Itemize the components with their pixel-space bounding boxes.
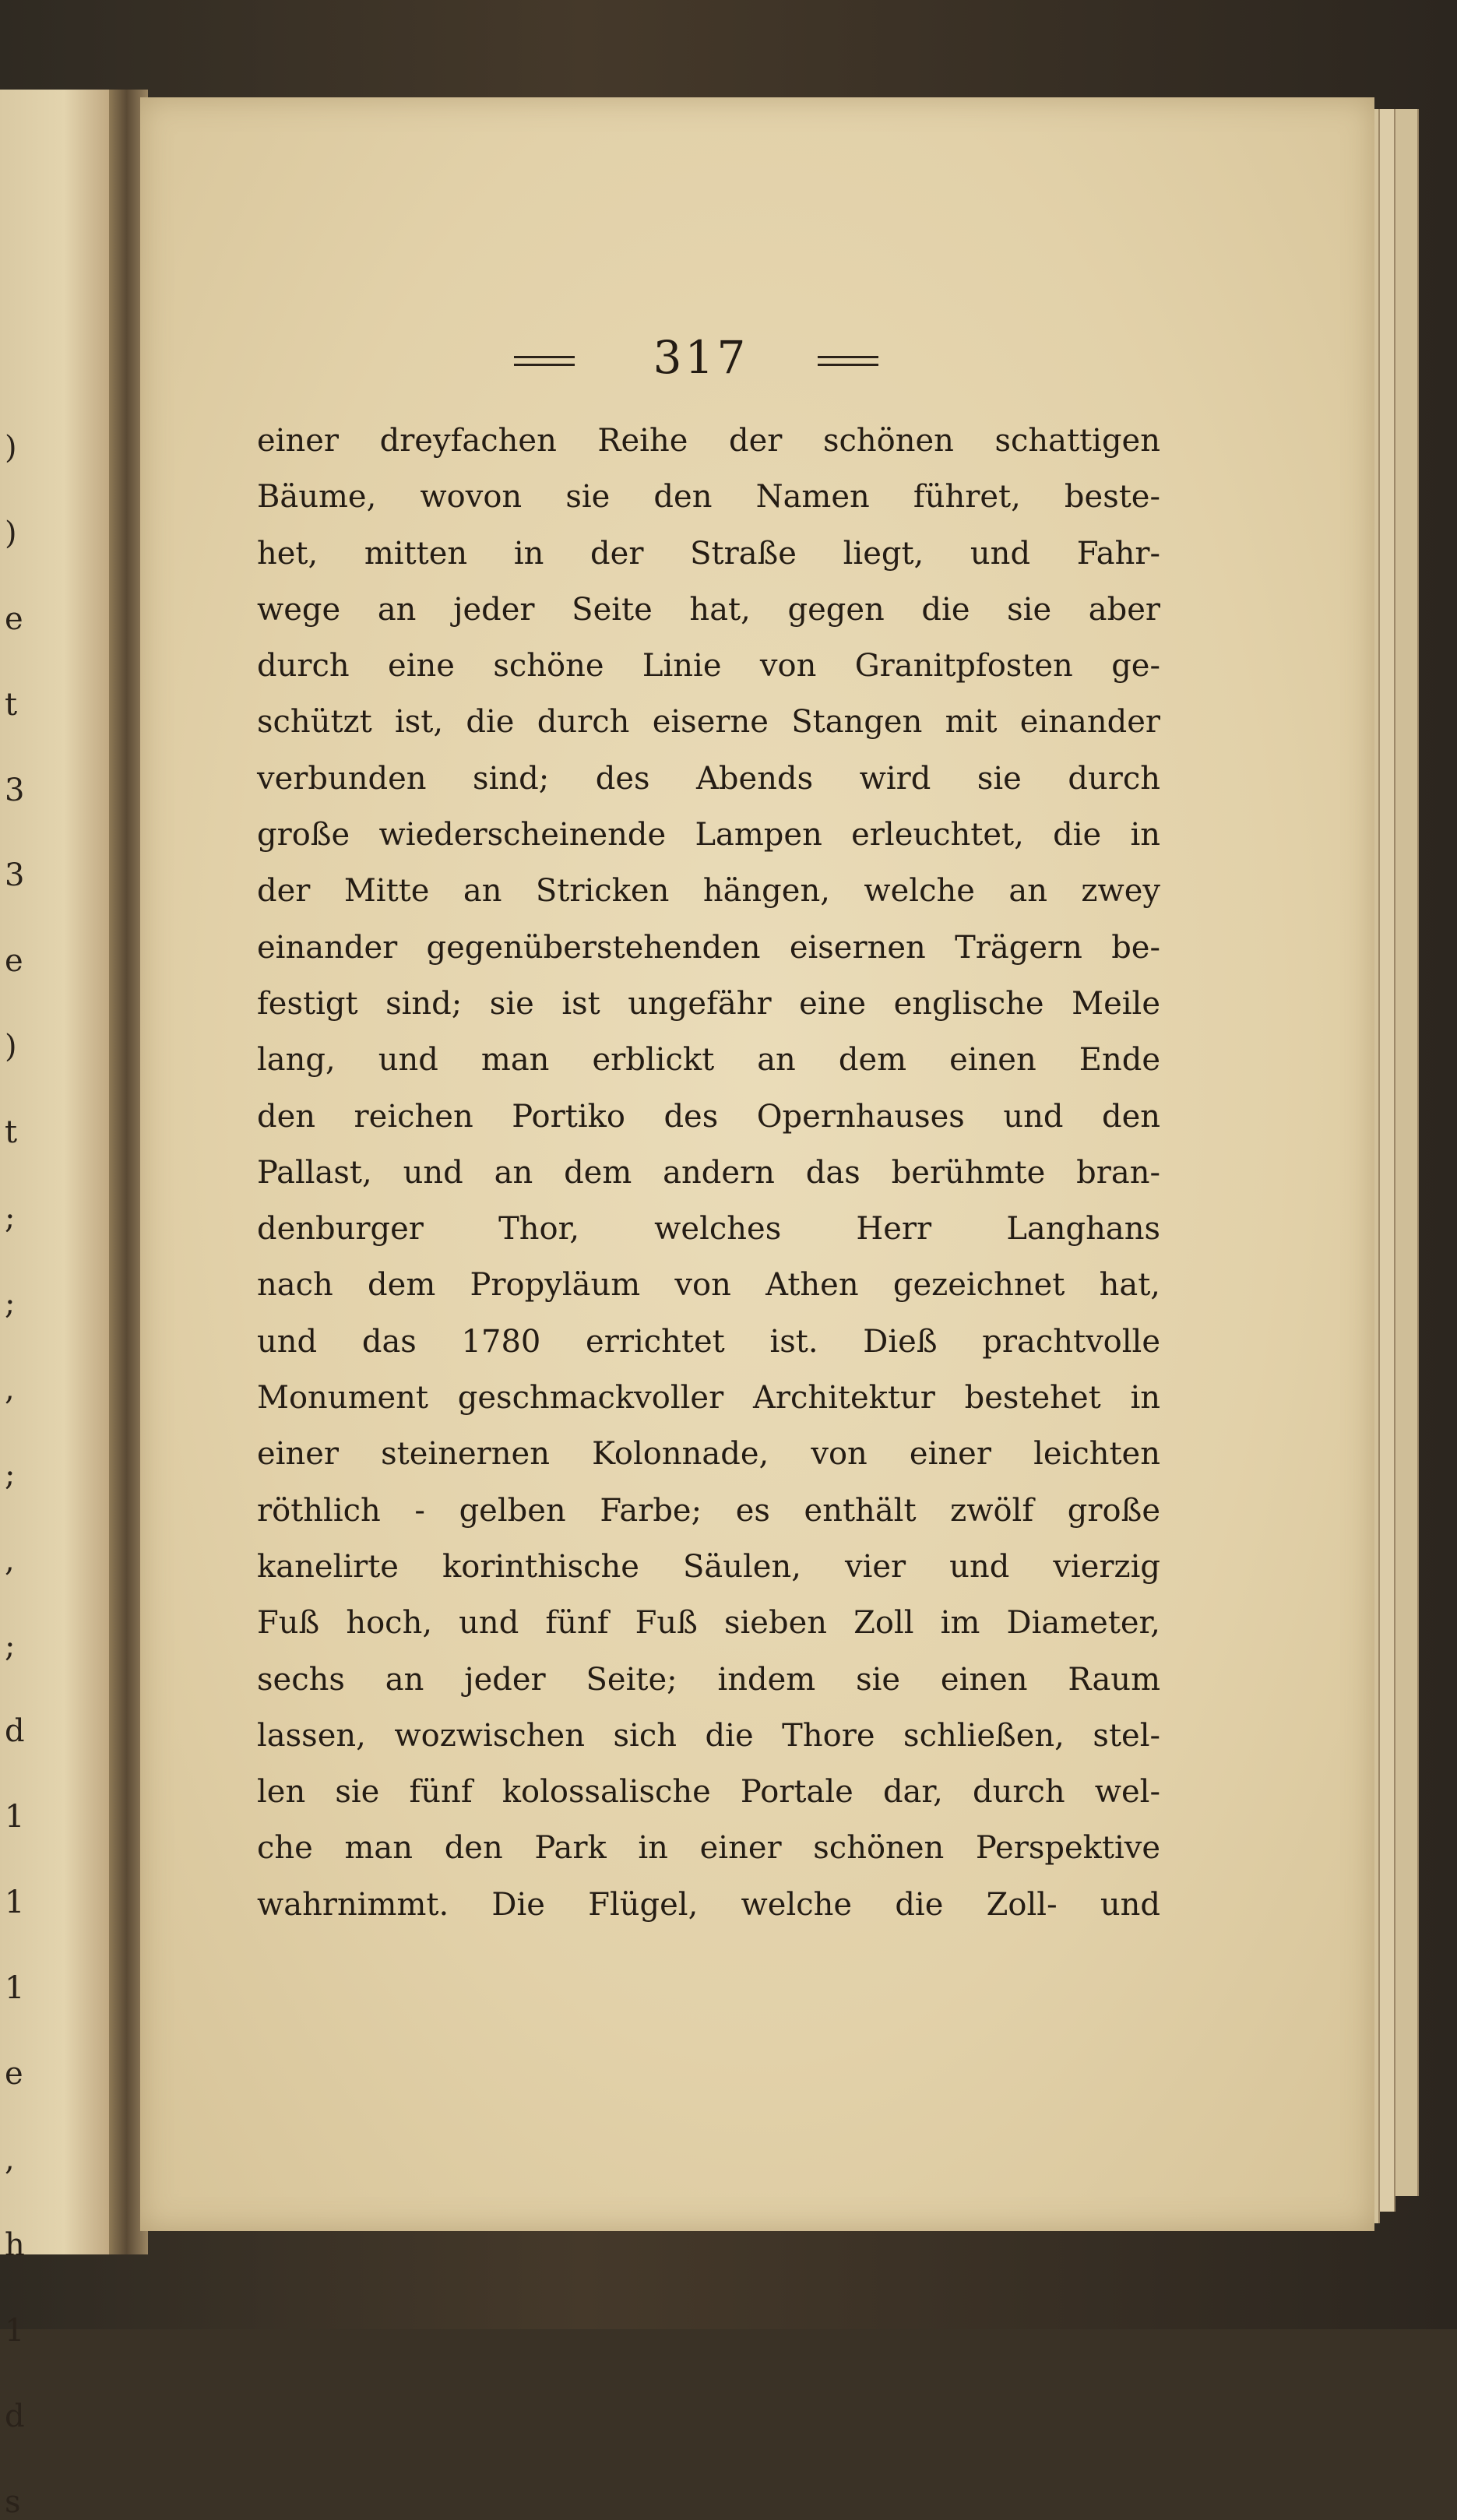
left-page-line-fragment: 1 [5,1885,25,1921]
left-page-line-fragment: ; [5,1285,16,1322]
left-page-line-fragment: 1 [5,1970,25,2007]
text-line: Pallast, und an dem andern das berühmte bran- [257,1154,1160,1191]
header-double-rule-right [818,356,878,367]
text-line: kanelirte korinthische Säulen, vier und vierzig [257,1548,1160,1585]
left-page-line-fragment: e [5,2056,23,2092]
left-page-line-fragment: ) [5,515,17,551]
left-page-line-fragment: ) [5,1029,17,1065]
body-text [257,413,1160,1933]
text-line: einander gegenüberstehenden eisernen Trägern be- [257,929,1160,966]
left-page-line-fragment: d [5,1713,25,1750]
left-page-line-fragment: 1 [5,2312,25,2349]
text-line: einer dreyfachen Reihe der schönen schattigen [257,423,1160,459]
text-line: festigt sind; sie ist ungefähr eine englische Meile [257,985,1160,1022]
left-page-line-fragment: 3 [5,772,25,808]
text-line: lang, und man erblickt an dem einen Ende [257,1042,1160,1079]
left-page-line-fragment: t [5,1114,18,1151]
left-page-line-fragment: 1 [5,1799,25,1835]
text-line: wahrnimmt. Die Flügel, welche die Zoll- und [257,1886,1160,1923]
left-page-line-fragment: , [5,1542,15,1579]
left-page-line-fragment: s [5,2483,21,2520]
left-page-line-fragment: ; [5,1628,16,1664]
left-page-line-fragment: h [5,2226,25,2263]
text-line: het, mitten in der Straße liegt, und Fahr- [257,535,1160,572]
text-line: einer steinernen Kolonnade, von einer leichten [257,1436,1160,1473]
text-line: len sie fünf kolossalische Portale dar, durch wel- [257,1774,1160,1811]
left-page-line-fragment: e [5,943,23,980]
left-page-line-fragment: d [5,2398,25,2434]
text-line: den reichen Portiko des Opernhauses und den [257,1098,1160,1135]
page-number: 317 [653,331,749,384]
text-line: verbunden sind; des Abends wird sie durch [257,760,1160,797]
text-line: und das 1780 errichtet ist. Dieß prachtvolle [257,1323,1160,1360]
page-header [498,331,903,393]
text-line: schützt ist, die durch eiserne Stangen mit einander [257,704,1160,741]
left-page-line-fragment: ; [5,1200,16,1237]
text-line: Bäume, wovon sie den Namen führet, beste- [257,479,1160,516]
left-page-line-fragment: e [5,600,23,637]
left-page-line-fragment: 3 [5,857,25,894]
text-line: Fuß hoch, und fünf Fuß sieben Zoll im Diameter, [257,1605,1160,1642]
left-page-line-fragment: , [5,1371,15,1407]
left-facing-page [0,90,117,2520]
text-line: der Mitte an Stricken hängen, welche an zwey [257,873,1160,910]
text-line: sechs an jeder Seite; indem sie einen Raum [257,1661,1160,1698]
left-page-line-fragment: , [5,2141,15,2177]
text-line: nach dem Propyläum von Athen gezeichnet hat, [257,1267,1160,1304]
text-line: durch eine schöne Linie von Granitpfosten ge- [257,648,1160,685]
text-line: denburger Thor, welches Herr Langhans [257,1211,1160,1248]
left-page-line-fragment: t [5,686,18,723]
text-line: che man den Park in einer schönen Perspektive [257,1830,1160,1867]
text-line: lassen, wozwischen sich die Thore schließen, stel- [257,1717,1160,1754]
text-line: wege an jeder Seite hat, gegen die sie aber [257,591,1160,628]
left-page-cropped-text [0,90,31,2520]
text-line: Monument geschmackvoller Architektur bestehet in [257,1380,1160,1417]
left-page-line-fragment: ) [5,430,17,466]
text-line: große wiederscheinende Lampen erleuchtet, die in [257,817,1160,853]
header-double-rule-left [514,356,575,367]
left-page-line-fragment: ; [5,1456,16,1493]
text-line: röthlich - gelben Farbe; es enthält zwölf große [257,1492,1160,1529]
